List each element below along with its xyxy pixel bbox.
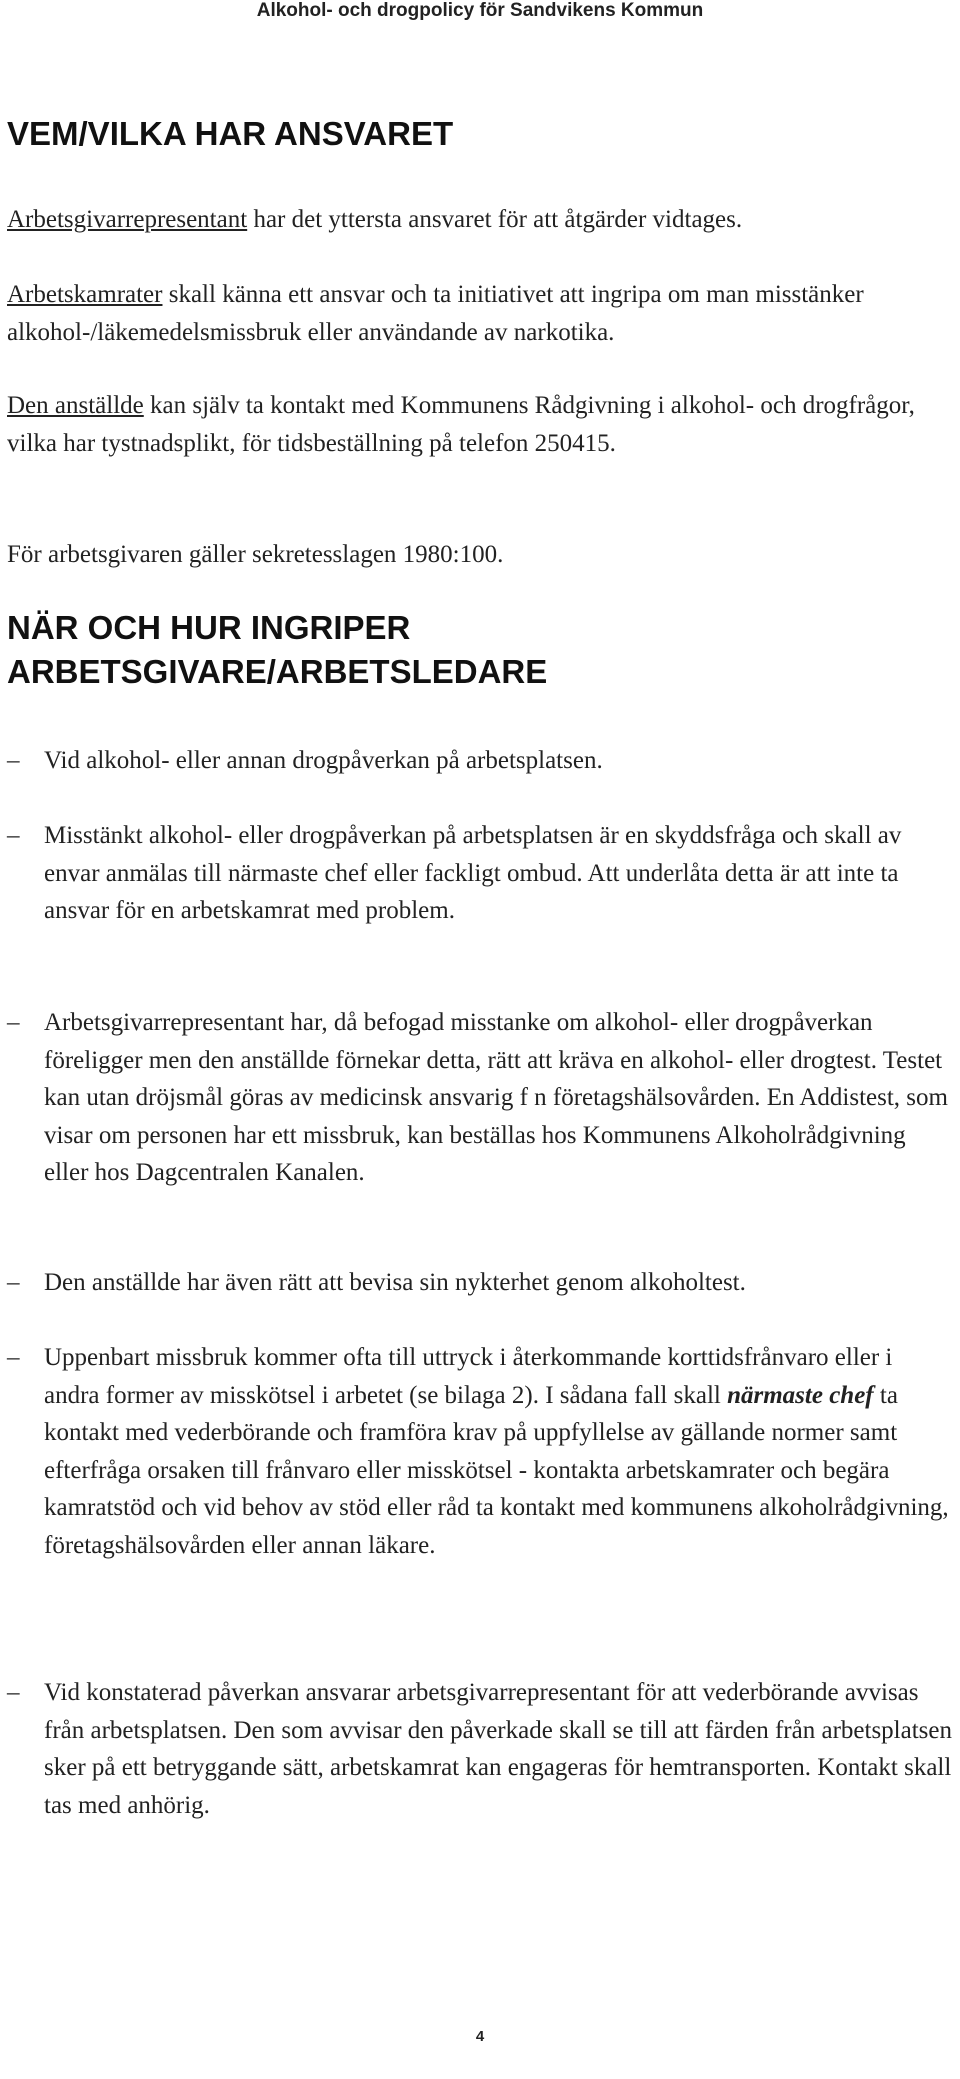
list-item-text: Misstänkt alkohol- eller drogpåverkan på arbetsplatsen är en skyddsfråga och skall av envar anmälas till närmaste chef eller fackligt ombud. Att underlåta detta är att inte ta ansvar för en arbetskamrat med problem.: [44, 822, 902, 924]
paragraph-employee: [7, 387, 947, 462]
paragraph-text: skall känna ett ansvar och ta initiativet att ingripa om man misstänker alkohol-/läkemedelsmissbruk eller användande av narkotika.: [7, 281, 864, 346]
list-item-text-part: ta kontakt med vederbörande och framföra krav på uppfyllelse av gällande normer samt efterfråga orsaken till frånvaro eller misskötsel - kontakta arbetskamrater och begära kamratstöd och vid behov av stöd eller råd ta kontakt med kommunens alkoholrådgivning, företagshälsovården eller annan läkare.: [44, 1381, 949, 1559]
running-header: Alkohol- och drogpolicy för Sandvikens Kommun: [256, 0, 704, 21]
list-item-text-part: Uppenbart missbruk kommer ofta till uttryck i återkommande korttidsfrånvaro eller i andra former av misskötsel i arbetet (se bilaga 2). I sådana fall skall: [44, 1344, 893, 1409]
list-item-text: [44, 1339, 952, 1564]
dash-bullet: –: [7, 1344, 20, 1371]
section-heading-intervention-line2: ARBETSGIVARE/ARBETSLEDARE: [7, 653, 548, 690]
list-item-text: Den anställde har även rätt att bevisa sin nykterhet genom alkoholtest.: [44, 1269, 746, 1296]
dash-bullet: –: [7, 1269, 20, 1296]
list-item-text: Arbetsgivarrepresentant har, då befogad misstanke om alkohol- eller drogpåverkan föreligger men den anställde förnekar detta, rätt att kräva en alkohol- eller drogtest. Testet kan utan dröjsmål göras av medicinsk ansvarig f n företagshälsovården. En Addistest, som visar om personen har ett missbruk, kan beställas hos Kommunens Alkoholrådgivning eller hos Dagcentralen Kanalen.: [44, 1009, 948, 1186]
dash-bullet: –: [7, 747, 20, 774]
term-colleagues: Arbetskamrater: [7, 281, 163, 308]
paragraph-confidentiality: För arbetsgivaren gäller sekretesslagen 1980:100.: [7, 541, 504, 568]
emphasis-nearest-manager: närmaste chef: [727, 1381, 874, 1409]
paragraph-employer-representative: [7, 201, 947, 239]
section-heading-intervention-line1: NÄR OCH HUR INGRIPER: [7, 609, 411, 646]
dash-bullet: –: [7, 1679, 20, 1706]
list-item-text: Vid alkohol- eller annan drogpåverkan på arbetsplatsen.: [44, 747, 603, 774]
term-employer-representative: Arbetsgivarrepresentant: [7, 206, 248, 233]
list-item-text: Vid konstaterad påverkan ansvarar arbetsgivarrepresentant för att vederbörande avvisas från arbetsplatsen. Den som avvisar den påverkade skall se till att färden från arbetsplatsen sker på ett betryggande sätt, arbetskamrat kan engageras för hemtransporten. Kontakt skall tas med anhörig.: [44, 1679, 952, 1819]
term-employee: Den anställde: [7, 392, 144, 419]
paragraph-text: har det yttersta ansvaret för att åtgärder vidtages.: [247, 206, 743, 233]
page-number: 4: [475, 2028, 485, 2045]
paragraph-colleagues: [7, 276, 947, 351]
dash-bullet: –: [7, 1009, 20, 1036]
dash-bullet: –: [7, 822, 20, 849]
paragraph-text: kan själv ta kontakt med Kommunens Rådgivning i alkohol- och drogfrågor, vilka har tystnadsplikt, för tidsbeställning på telefon 250415.: [7, 392, 915, 457]
section-heading-responsibility: VEM/VILKA HAR ANSVARET: [7, 115, 454, 152]
